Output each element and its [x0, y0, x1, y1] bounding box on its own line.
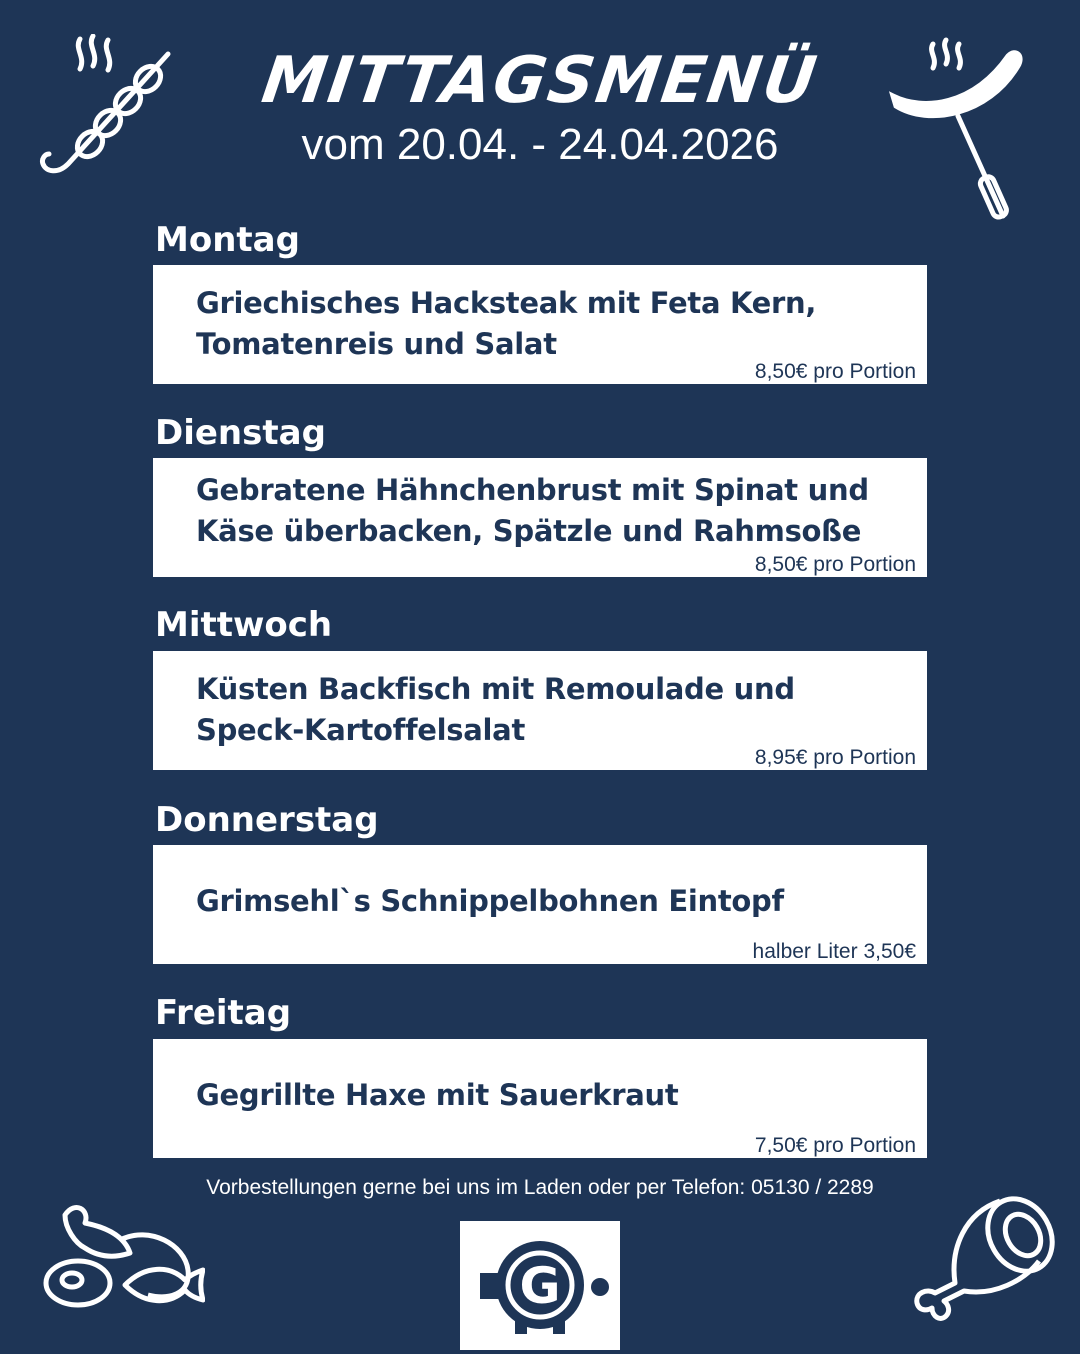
price: 8,50€ pro Portion — [754, 553, 916, 576]
dish-line: Tomatenreis und Salat — [196, 327, 557, 361]
dish-name — [196, 283, 816, 365]
dish-name: Gegrillte Haxe mit Sauerkraut — [196, 1078, 679, 1112]
menu-card-dienstag — [153, 458, 927, 577]
menu-card-mittwoch — [153, 651, 927, 770]
pig-g-logo-icon — [460, 1221, 620, 1350]
menu-card-donnerstag — [153, 845, 927, 964]
dish-line: Speck-Kartoffelsalat — [196, 713, 526, 747]
price: 7,50€ pro Portion — [754, 1134, 916, 1157]
dish-line: Gebratene Hähnchenbrust mit Spinat und — [196, 473, 869, 507]
day-label-dienstag: Dienstag — [155, 413, 326, 453]
dish-name — [196, 470, 869, 552]
day-label-montag: Montag — [155, 220, 300, 260]
day-label-donnerstag: Donnerstag — [155, 800, 379, 840]
company-logo — [460, 1221, 620, 1350]
page-title: MITTAGSMENÜ — [257, 44, 823, 118]
price: 8,50€ pro Portion — [754, 360, 916, 383]
menu-card-freitag — [153, 1039, 927, 1158]
dish-line: Griechisches Hacksteak mit Feta Kern, — [196, 286, 817, 320]
menu-card-montag — [153, 265, 927, 384]
svg-text:G: G — [519, 1257, 561, 1315]
ham-leg-icon — [905, 1193, 1055, 1323]
meat-chicken-fish-icon — [40, 1195, 205, 1325]
price: halber Liter 3,50€ — [752, 940, 916, 963]
day-label-freitag: Freitag — [155, 993, 292, 1033]
preorder-note: Vorbestellungen gerne bei uns im Laden oder per Telefon: 05130 / 2289 — [206, 1176, 874, 1199]
dish-name: Grimsehl`s Schnippelbohnen Eintopf — [196, 884, 784, 918]
dish-line: Käse überbacken, Spätzle und Rahmsoße — [196, 514, 862, 548]
price: 8,95€ pro Portion — [754, 746, 916, 769]
dish-line: Küsten Backfisch mit Remoulade und — [196, 672, 795, 706]
day-label-mittwoch: Mittwoch — [155, 605, 333, 645]
dish-name — [196, 669, 795, 751]
date-range: vom 20.04. - 24.04.2026 — [301, 120, 779, 169]
